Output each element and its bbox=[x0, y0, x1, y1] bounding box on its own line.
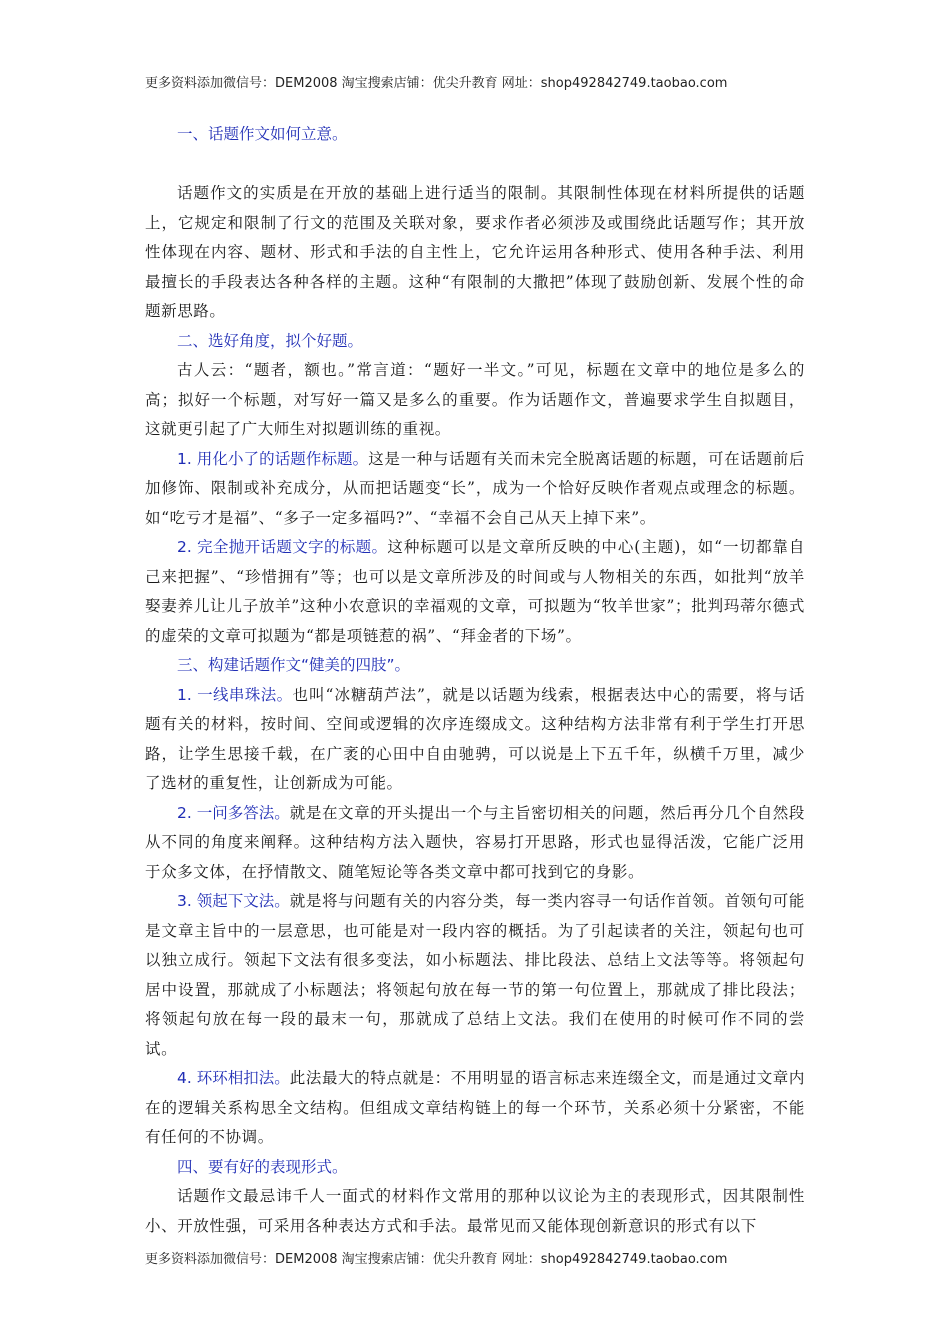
item-text: 这种标题可以是文章所反映的中心(主题)，如“一切都靠自己来把握”、“珍惜拥有”等；也可以是文章所涉及的时间或与人物相关的东西，如批判“放羊娶妻养儿让儿子放羊”这种小农意识的幸福观的文章，可拟题为“牧羊世家”；批判玛蒂尔德式的虚荣的文章可拟题为“都是项链惹的祸”、“拜金者的下场”。 bbox=[145, 538, 805, 645]
item-text: 此法最大的特点就是：不用明显的语言标志来连缀全文，而是通过文章内在的逻辑关系构思全文结构。但组成文章结构链上的每一个环节，关系必须十分紧密，不能有任何的不协调。 bbox=[145, 1069, 806, 1146]
paragraph: 话题作文的实质是在开放的基础上进行适当的限制。其限制性体现在材料所提供的话题上，它规定和限制了行文的范围及关联对象，要求作者必须涉及或围绕此话题写作；其开放性体现在内容、题材、形式和手法的自主性上，它允许运用各种形式、使用各种手法、利用最擅长的手段表达各种各样的主题。这种“有限制的大撒把”体现了鼓励创新、发展个性的命题新思路。 bbox=[145, 184, 805, 320]
item-text: 就是在文章的开头提出一个与主旨密切相关的问题，然后再分几个自然段从不同的角度来阐释。这种结构方法入题快，容易打开思路，形式也显得活泼，它能广泛用于众多文体，在抒情散文、随笔短论等各类文章中都可找到它的身影。 bbox=[145, 803, 806, 881]
item-title: 2. 一问多答法。 bbox=[177, 803, 290, 822]
section-heading-3: 三、构建话题作文“健美的四肢”。 bbox=[177, 656, 411, 674]
item-title: 4. 环环相扣法。 bbox=[177, 1069, 290, 1087]
list-item bbox=[145, 799, 805, 888]
item-title: 1. 用化小了的话题作标题。 bbox=[177, 449, 369, 468]
list-item bbox=[145, 1064, 805, 1153]
list-item bbox=[145, 681, 805, 799]
item-text: 就是将与问题有关的内容分类，每一类内容寻一句话作首领。首领句可能是文章主旨中的一层意思，也可能是对一段内容的概括。为了引起读者的关注，领起句也可以独立成行。领起下文法有很多变法，如小标题法、排比段法、总结上文法等等。将领起句居中设置，那就成了小标题法；将领起句放在每一节的第一句位置上，那就成了排比段法；将领起句放在每一段的最末一句，那就成了总结上文法。我们在使用的时候可作不同的尝试。 bbox=[145, 892, 806, 1058]
section-heading-4: 四、要有好的表现形式。 bbox=[177, 1157, 348, 1176]
document-body bbox=[145, 120, 805, 1241]
list-item bbox=[145, 533, 805, 651]
section-heading-1: 一、话题作文如何立意。 bbox=[177, 125, 348, 143]
item-text: 也叫“冰糖葫芦法”，就是以话题为线索，根据表达中心的需要，将与话题有关的材料，按时间、空间或逻辑的次序连缀成文。这种结构方法非常有利于学生打开思路，让学生思接千载，在广袤的心田中自由驰骋，可以说是上下五千年，纵横千万里，减少了选材的重复性，让创新成为可能。 bbox=[145, 685, 805, 792]
section-heading-2: 二、选好角度，拟个好题。 bbox=[177, 331, 364, 350]
page-header: 更多资料添加微信号：DEM2008 淘宝搜索店铺：优尖升教育 网址：shop492842749.taobao.com bbox=[145, 76, 728, 91]
item-title: 2. 完全抛开话题文字的标题。 bbox=[177, 538, 388, 556]
paragraph: 话题作文最忌讳千人一面式的材料作文常用的那种以议论为主的表现形式，因其限制性小、开放性强，可采用各种表达方式和手法。最常见而又能体现创新意识的形式有以下 bbox=[145, 1187, 805, 1235]
list-item bbox=[145, 445, 805, 534]
item-title: 1. 一线串珠法。 bbox=[177, 685, 293, 704]
list-item bbox=[145, 887, 805, 1064]
paragraph: 古人云：“题者，额也。”常言道：“题好一半文。”可见，标题在文章中的地位是多么的高；拟好一个标题，对写好一篇又是多么的重要。作为话题作文，普遍要求学生自拟题目，这就更引起了广大师生对拟题训练的重视。 bbox=[145, 361, 805, 438]
item-text: 这是一种与话题有关而未完全脱离话题的标题，可在话题前后加修饰、限制或补充成分，从而把话题变“长”，成为一个恰好反映作者观点或理念的标题。如“吃亏才是福”、“多子一定多福吗?”、“幸福不会自己从天上掉下来”。 bbox=[145, 449, 806, 527]
item-title: 3. 领起下文法。 bbox=[177, 892, 290, 910]
page-footer: 更多资料添加微信号：DEM2008 淘宝搜索店铺：优尖升教育 网址：shop492842749.taobao.com bbox=[145, 1252, 728, 1267]
